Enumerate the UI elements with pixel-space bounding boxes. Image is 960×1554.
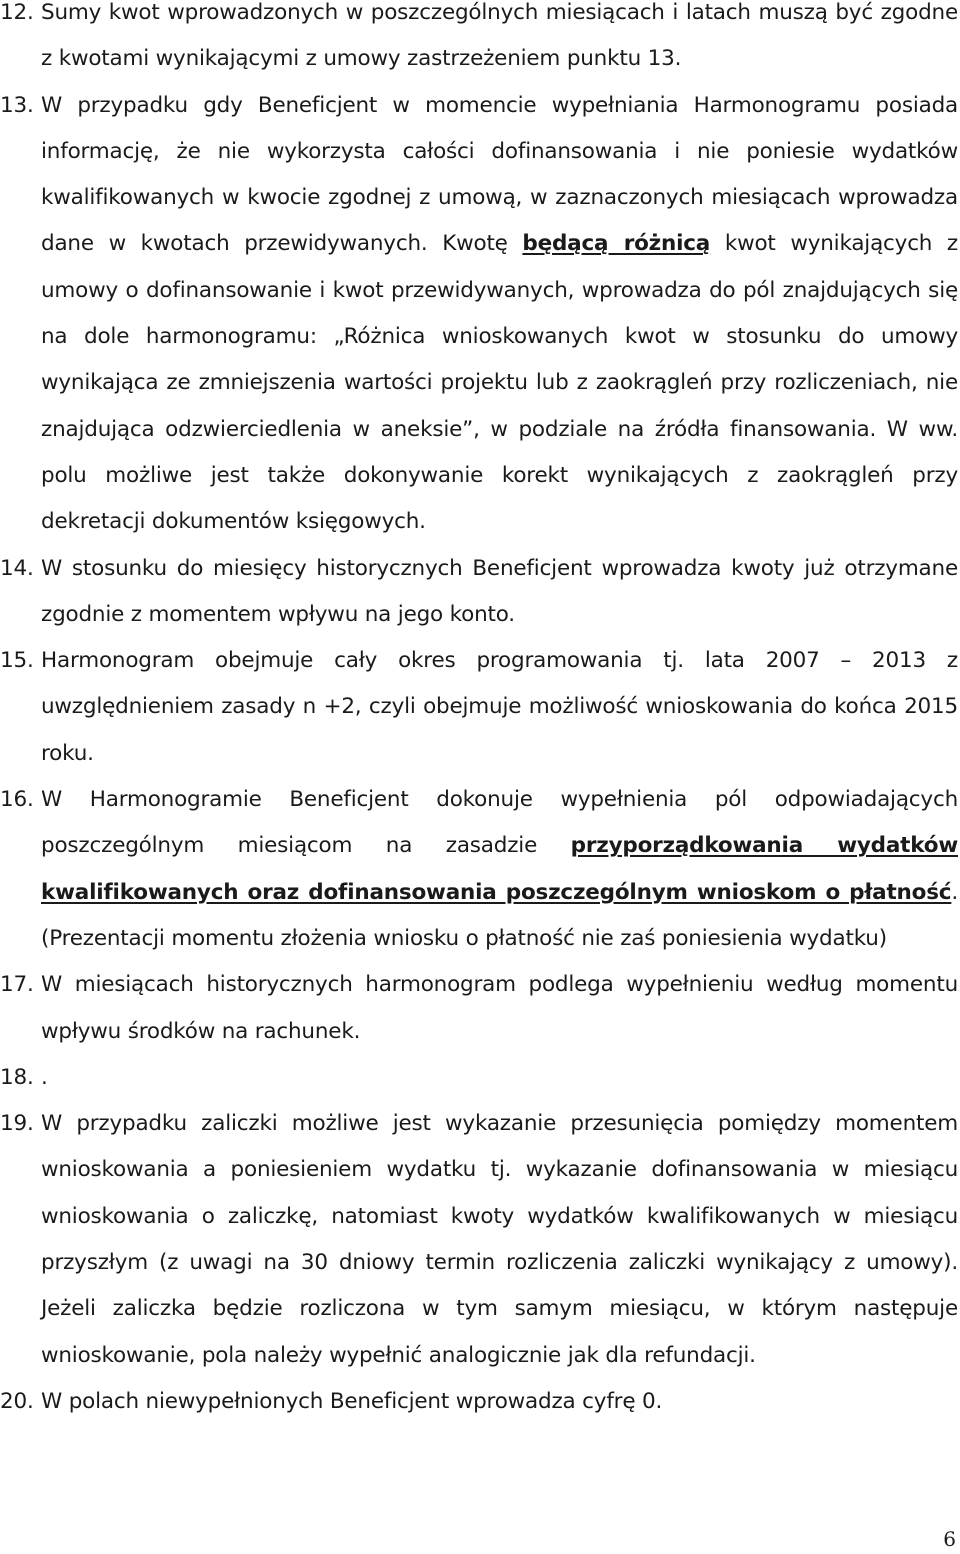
list-item-13 — [0, 83, 958, 546]
list-item-14 — [0, 546, 958, 639]
item-text — [41, 83, 958, 546]
item-text-part: . (Prezentacji momentu złożenia wniosku o płatność nie zaś poniesienia wydatku) — [41, 879, 958, 951]
item-number: 18. — [0, 1064, 34, 1090]
item-number: 12. — [0, 0, 34, 25]
list-item-18 — [0, 1055, 958, 1101]
item-text: Harmonogram obejmuje cały okres programowania tj. lata 2007 – 2013 z uwzględnieniem zasady n +2, czyli obejmuje możliwość wnioskowania do końca 2015 roku. — [41, 648, 958, 766]
list-item-19 — [0, 1101, 958, 1379]
list-item-15 — [0, 638, 958, 777]
page-number: 6 — [943, 1527, 956, 1551]
item-number: 15. — [0, 648, 34, 674]
item-text-part: W Harmonogramie Beneficjent dokonuje wypełnienia pól odpowiadających poszczególnym miesiącom na zasadzie — [41, 787, 958, 859]
emphasis-text: będącą różnicą — [522, 231, 711, 257]
list-item-12 — [0, 0, 958, 83]
item-number: 14. — [0, 555, 34, 581]
item-text: . — [41, 1064, 48, 1090]
item-text: W polach niewypełnionych Beneficjent wprowadza cyfrę 0. — [41, 1388, 663, 1414]
item-number: 16. — [0, 787, 34, 813]
list-item-17 — [0, 962, 958, 1055]
item-text-part: W przypadku gdy Beneficjent w momencie wypełniania Harmonogramu posiada informację, że nie wykorzysta całości dofinansowania i nie poniesie wydatków kwalifikowanych w kwocie zgodnej z umową, w zaznaczonych miesiącach wprowadza dane w kwotach przewidywanych. Kwotę — [41, 92, 958, 257]
item-text-part: kwot wynikających z umowy o dofinansowanie i kwot przewidywanych, wprowadza do pól znajdujących się na dole harmonogramu: „Różnica wnioskowanych kwot w stosunku do umowy wynikająca ze zmniejszenia wartości projektu lub z zaokrągleń przy rozliczeniach, nie znajdująca odzwierciedlenia w aneksie”, w podziale na źródła finansowania. W ww. polu możliwe jest także dokonywanie korekt wynikających z zaokrągleń przy dekretacji dokumentów księgowych. — [41, 231, 959, 535]
item-number: 17. — [0, 972, 34, 998]
item-text — [41, 777, 958, 962]
item-number: 20. — [0, 1388, 34, 1414]
list-item-16 — [0, 777, 958, 962]
emphasis-text: przyporządkowania wydatków kwalifikowanych oraz dofinansowania poszczególnym wnioskom o płatność — [41, 833, 959, 905]
item-number: 19. — [0, 1111, 34, 1137]
list-item-20 — [0, 1379, 958, 1425]
item-text: W przypadku zaliczki możliwe jest wykazanie przesunięcia pomiędzy momentem wnioskowania a poniesieniem wydatku tj. wykazanie dofinansowania w miesiącu wnioskowania o zaliczkę, natomiast kwoty wydatków kwalifikowanych w miesiącu przyszłym (z uwagi na 30 dniowy termin rozliczenia zaliczki wynikający z umowy). Jeżeli zaliczka będzie rozliczona w tym samym miesiącu, w którym następuje wnioskowanie, pola należy wypełnić analogicznie jak dla refundacji. — [41, 1111, 958, 1368]
item-text: Sumy kwot wprowadzonych w poszczególnych miesiącach i latach muszą być zgodne z kwotami wynikającymi z umowy zastrzeżeniem punktu 13. — [41, 0, 958, 72]
item-text: W miesiącach historycznych harmonogram podlega wypełnieniu według momentu wpływu środków na rachunek. — [41, 972, 958, 1044]
item-number: 13. — [0, 92, 34, 118]
item-text: W stosunku do miesięcy historycznych Beneficjent wprowadza kwoty już otrzymane zgodnie z momentem wpływu na jego konto. — [41, 555, 958, 627]
